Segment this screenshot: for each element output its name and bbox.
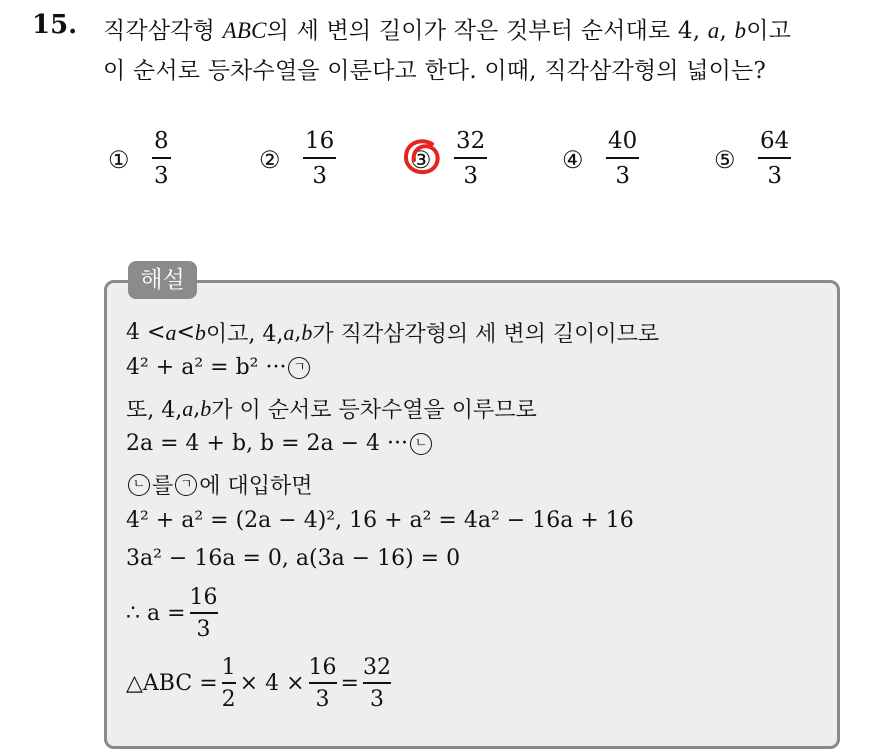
text: 를 bbox=[152, 474, 174, 499]
choice-fraction bbox=[758, 128, 791, 190]
solution-line-7 bbox=[126, 546, 460, 571]
text: 또, 4, bbox=[126, 398, 183, 423]
text: , bbox=[193, 396, 201, 421]
triangle-name: ABC bbox=[222, 18, 267, 43]
denominator: 3 bbox=[463, 162, 478, 189]
text: 가 이 순서로 등차수열을 이루므로 bbox=[211, 398, 537, 423]
choice-label: ④ bbox=[562, 146, 584, 174]
denominator: 3 bbox=[767, 162, 782, 189]
equation: 2a = 4 + b, b = 2a − 4 ··· bbox=[126, 431, 409, 456]
numerator: 16 bbox=[308, 655, 337, 680]
solution-line-1 bbox=[126, 317, 659, 348]
question-text-line-1 bbox=[103, 12, 791, 45]
text: < bbox=[176, 320, 195, 345]
choice-1[interactable] bbox=[108, 128, 188, 192]
choice-fraction bbox=[454, 128, 487, 190]
fraction-bar bbox=[152, 157, 171, 159]
fraction-bar bbox=[758, 157, 791, 159]
question-text: 의 세 변의 길이가 작은 것부터 순서대로 4, bbox=[266, 18, 708, 44]
numerator: 8 bbox=[154, 128, 169, 154]
numerator: 1 bbox=[221, 655, 236, 680]
numerator: 16 bbox=[305, 128, 335, 154]
question-text: 이고 bbox=[746, 18, 792, 44]
choice-label: ② bbox=[259, 146, 281, 174]
variable-a: a bbox=[283, 319, 295, 345]
variable-a: a bbox=[182, 395, 194, 421]
fraction-bar bbox=[606, 157, 639, 159]
variable-a: a bbox=[707, 18, 720, 43]
variable-b: b bbox=[301, 319, 313, 345]
equation: ∴ a = bbox=[126, 601, 186, 627]
equation: 4² + a² = (2a − 4)², 16 + a² = 4a² − 16a + 16 bbox=[126, 508, 634, 533]
equation: = bbox=[340, 671, 359, 697]
variable-b: b bbox=[200, 395, 212, 421]
solution-line-4 bbox=[126, 431, 434, 456]
fraction-bar bbox=[454, 157, 487, 159]
choice-4[interactable] bbox=[562, 128, 652, 192]
solution-line-8 bbox=[126, 585, 222, 643]
fraction-bar bbox=[190, 612, 218, 614]
solution-line-6 bbox=[126, 508, 634, 533]
fraction bbox=[222, 655, 236, 713]
fraction bbox=[309, 655, 337, 713]
equation: 4² + a² = b² ··· bbox=[126, 355, 287, 380]
fraction-bar bbox=[222, 682, 236, 684]
circled-nieun: ㄴ bbox=[410, 433, 432, 455]
circled-nieun: ㄴ bbox=[128, 474, 150, 496]
text: 가 직각삼각형의 세 변의 길이이므로 bbox=[312, 322, 660, 347]
circled-giyeok: ㄱ bbox=[288, 357, 310, 379]
answer-mark-icon bbox=[402, 136, 444, 178]
choice-label: ③ bbox=[410, 146, 432, 174]
solution-line-5 bbox=[126, 469, 313, 500]
solution-line-3 bbox=[126, 393, 537, 424]
denominator: 3 bbox=[315, 686, 330, 712]
circled-giyeok: ㄱ bbox=[175, 474, 197, 496]
numerator: 16 bbox=[189, 585, 218, 610]
numerator: 40 bbox=[608, 128, 638, 154]
equation: △ABC = bbox=[126, 671, 218, 697]
numerator: 32 bbox=[362, 655, 391, 680]
text: , bbox=[294, 320, 302, 345]
denominator: 3 bbox=[369, 686, 384, 712]
solution-line-2 bbox=[126, 355, 312, 380]
variable-b: b bbox=[194, 319, 206, 345]
choice-label: ① bbox=[108, 146, 130, 174]
fraction bbox=[363, 655, 391, 713]
equation: 3a² − 16a = 0, a(3a − 16) = 0 bbox=[126, 546, 461, 571]
variable-a: a bbox=[165, 319, 177, 345]
text: 에 대입하면 bbox=[199, 474, 313, 499]
denominator: 3 bbox=[196, 616, 211, 642]
text: 4 < bbox=[126, 320, 166, 345]
choice-fraction bbox=[152, 128, 171, 190]
choice-label: ⑤ bbox=[714, 146, 736, 174]
choice-fraction bbox=[303, 128, 336, 190]
fraction-bar bbox=[303, 157, 336, 159]
numerator: 32 bbox=[456, 128, 486, 154]
question-text: 직각삼각형 bbox=[103, 18, 223, 44]
denominator: 3 bbox=[615, 162, 630, 189]
solution-tag: 해설 bbox=[128, 261, 197, 299]
question-number: 15. bbox=[32, 10, 78, 40]
variable-b: b bbox=[734, 18, 747, 43]
fraction bbox=[190, 585, 218, 643]
denominator: 3 bbox=[154, 162, 169, 189]
solution-line-9 bbox=[126, 655, 395, 713]
choice-fraction bbox=[606, 128, 639, 190]
text: 이고, 4, bbox=[205, 322, 284, 347]
equation: × 4 × bbox=[239, 671, 305, 697]
fraction-bar bbox=[363, 682, 391, 684]
question-text-line-2: 이 순서로 등차수열을 이룬다고 한다. 이때, 직각삼각형의 넓이는? bbox=[103, 58, 766, 84]
fraction-bar bbox=[309, 682, 337, 684]
choice-5[interactable] bbox=[714, 128, 804, 192]
choice-2[interactable] bbox=[259, 128, 349, 192]
denominator: 2 bbox=[221, 686, 236, 712]
denominator: 3 bbox=[312, 162, 327, 189]
numerator: 64 bbox=[760, 128, 790, 154]
question-text: , bbox=[719, 18, 735, 44]
